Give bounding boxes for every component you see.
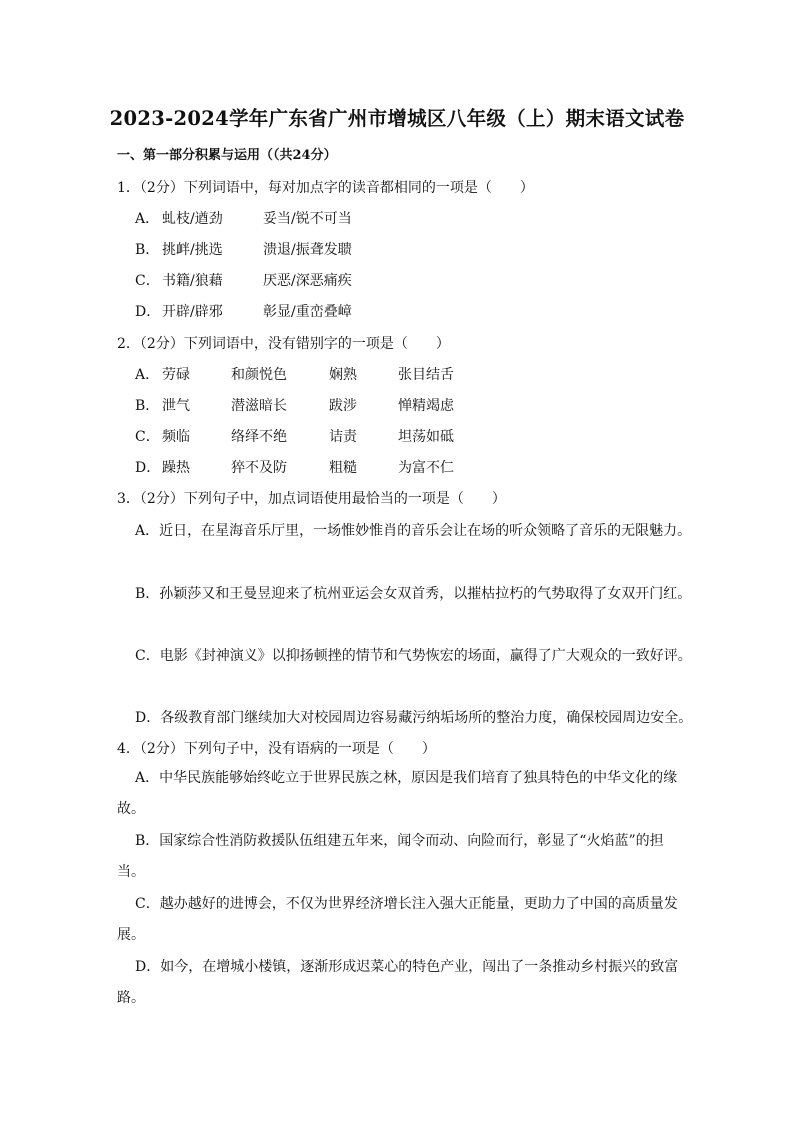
q2-option-c-label[interactable]: C．: [135, 429, 160, 445]
q2-option-d-word-2: 猝不及防: [231, 460, 287, 476]
q4-option-c[interactable]: [117, 889, 687, 951]
question-3-stem: 3．（2分）下列句子中，加点词语使用最恰当的一项是（ ）: [117, 491, 506, 507]
q3-option-c[interactable]: C．电影《封神演义》以抑扬顿挫的情节和气势恢宏的场面，赢得了广大观众的一致好评。: [135, 648, 692, 664]
section-heading: 一、第一部分积累与运用（（共24分）: [117, 148, 337, 163]
q1-option-a-word-2: 妥当/锐不可当: [263, 211, 352, 227]
q2-option-d-word-4: 为富不仁: [398, 460, 454, 476]
q1-option-c-label[interactable]: C．: [135, 273, 160, 289]
q2-option-c-word-1: 频临: [162, 429, 190, 445]
q2-option-b-label[interactable]: B．: [135, 398, 160, 414]
q4-option-c-line-1: C．越办越好的进博会，不仅为世界经济增长注入强大正能量，更助力了中国的高质量发: [135, 896, 678, 912]
q2-option-a-word-4: 张目结舌: [398, 367, 454, 383]
q4-option-b-line-1: B．国家综合性消防救援队伍组建五年来，闻令而动、向险而行，彰显了“火焰蓝”的担: [135, 833, 664, 849]
q1-option-a-word-1: 虬枝/遒劲: [162, 211, 223, 227]
q2-option-a-label[interactable]: A．: [135, 367, 160, 383]
q4-option-d[interactable]: [117, 952, 687, 1014]
q4-option-d-line-2: 路。: [117, 990, 145, 1006]
page-title: 2023-2024学年广东省广州市增城区八年级（上）期末语文试卷: [109, 107, 685, 130]
q2-option-b-word-4: 惮精竭虑: [398, 398, 454, 414]
q2-option-c-word-4: 坦荡如砥: [398, 429, 454, 445]
q4-option-b-line-2: 当。: [117, 864, 145, 880]
question-4-stem: 4．（2分）下列句子中，没有语病的一项是（ ）: [117, 741, 436, 757]
q4-option-c-line-2: 展。: [117, 927, 145, 943]
q2-option-d-word-3: 粗糙: [329, 460, 357, 476]
q2-option-d-label[interactable]: D．: [135, 460, 161, 476]
q2-option-a-word-2: 和颜悦色: [231, 367, 287, 383]
q1-option-c-word-1: 书籍/狼藉: [162, 273, 223, 289]
q2-option-c-word-3: 诘责: [329, 429, 357, 445]
q4-option-a-line-2: 故。: [117, 801, 145, 817]
q1-option-b-word-1: 挑衅/挑选: [162, 242, 223, 258]
q4-option-b[interactable]: [117, 826, 687, 888]
q2-option-a-word-1: 劳碌: [162, 367, 190, 383]
q2-option-a-word-3: 娴熟: [329, 367, 357, 383]
q1-option-d-label[interactable]: D．: [135, 304, 161, 320]
q1-option-c-word-2: 厌恶/深恶痛疾: [263, 273, 352, 289]
q1-option-b-word-2: 溃退/振聋发聩: [263, 242, 352, 258]
q2-option-b-word-1: 泄气: [162, 398, 190, 414]
q1-option-b-label[interactable]: B．: [135, 242, 160, 258]
q3-option-b[interactable]: B．孙颖莎又和王曼昱迎来了杭州亚运会女双首秀，以摧枯拉朽的气势取得了女双开门红。: [135, 586, 692, 602]
q1-option-a-label[interactable]: A．: [135, 211, 160, 227]
q2-option-b-word-2: 潜滋暗长: [231, 398, 287, 414]
q3-option-d[interactable]: D．各级教育部门继续加大对校园周边容易藏污纳垢场所的整治力度，确保校园周边安全。: [135, 710, 693, 726]
q2-option-d-word-1: 躁热: [162, 460, 190, 476]
q4-option-d-line-1: D．如今，在增城小楼镇，逐渐形成迟菜心的特色产业，闯出了一条推动乡村振兴的致富: [135, 959, 679, 975]
q2-option-c-word-2: 络绎不绝: [231, 429, 287, 445]
q4-option-a-line-1: A．中华民族能够始终屹立于世界民族之林，原因是我们培育了独具特色的中华文化的缘: [135, 770, 678, 786]
q1-option-d-word-1: 开辟/辟邪: [162, 304, 223, 320]
q2-option-b-word-3: 跋涉: [329, 398, 357, 414]
q3-option-a[interactable]: A．近日，在星海音乐厅里，一场惟妙惟肖的音乐会让在场的听众领略了音乐的无限魅力。: [135, 523, 692, 539]
q1-option-d-word-2: 彰显/重峦叠嶂: [263, 304, 352, 320]
q4-option-a[interactable]: [117, 763, 687, 825]
question-2-stem: 2．（2分）下列词语中，没有错别字的一项是（ ）: [117, 336, 450, 352]
question-1-stem: 1．（2分）下列词语中，每对加点字的读音都相同的一项是（ ）: [117, 180, 534, 196]
